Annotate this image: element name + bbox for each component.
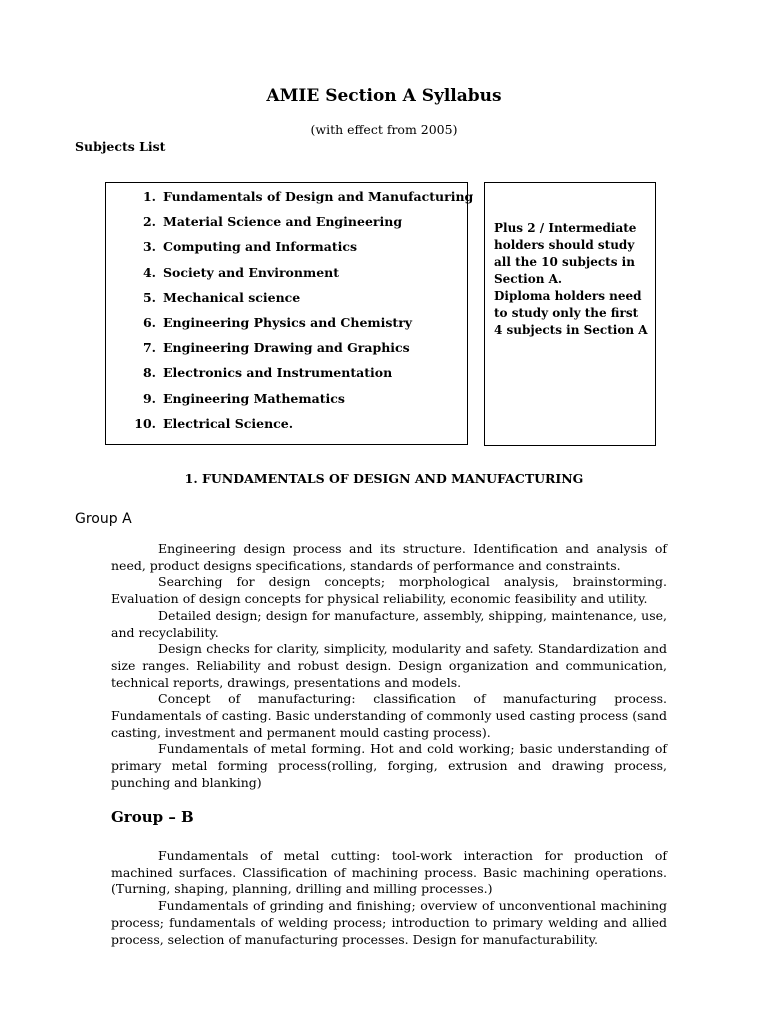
paragraph: Detailed design; design for manufacture, assembly, shipping, maintenance, use, and recyclability. xyxy=(111,607,667,640)
paragraph: Engineering design process and its structure. Identification and analysis of need, product designs specifications, standards of performance and constraints. xyxy=(111,541,667,573)
group-a-heading: Group A xyxy=(75,511,132,527)
section-heading: 1. FUNDAMENTALS OF DESIGN AND MANUFACTURING xyxy=(184,471,584,486)
list-item-label: Electronics and Instrumentation xyxy=(163,365,393,381)
paragraph: Concept of manufacturing: classification of manufacturing process. Fundamentals of casting. Basic understanding of commonly used casting process (sand casting, investment and permanent mould casting process). xyxy=(111,691,667,740)
list-item xyxy=(106,314,467,339)
list-item xyxy=(106,238,467,263)
paragraph: Fundamentals of metal forming. Hot and cold working; basic understanding of primary metal forming process(rolling, forging, extrusion and drawing process, punching and blanking) xyxy=(111,741,667,790)
note-diploma: Diploma holders need to study only the first 4 subjects in Section A xyxy=(494,289,648,337)
document-subtitle: (with effect from 2005) xyxy=(310,122,458,137)
paragraph: Design checks for clarity, simplicity, modularity and safety. Standardization and size ranges. Reliability and robust design. Design organization and communication, technical reports, drawings, presentations and models. xyxy=(111,641,667,690)
list-item xyxy=(106,289,467,314)
list-item xyxy=(106,364,467,389)
list-item-label: Engineering Physics and Chemistry xyxy=(163,314,413,330)
list-item-label: Computing and Informatics xyxy=(163,239,358,255)
list-item-number: 7. xyxy=(142,340,156,356)
list-item-label: Material Science and Engineering xyxy=(163,214,403,230)
note-intermediate: Plus 2 / Intermediate holders should study all the 10 subjects in Section A. xyxy=(494,221,637,286)
list-item-label: Electrical Science. xyxy=(163,415,294,431)
paragraph: Fundamentals of metal cutting: tool-work interaction for production of machined surfaces. Classification of machining process. Basic machining operations. (Turning, shaping, planning, drilling and milling processes.) xyxy=(111,848,667,897)
list-item-label: Fundamentals of Design and Manufacturing xyxy=(163,189,474,204)
list-item-number: 1. xyxy=(142,189,156,204)
list-item xyxy=(106,188,474,213)
subjects-list-box xyxy=(105,182,474,445)
list-item-number: 8. xyxy=(142,365,156,381)
group-b-heading: Group – B xyxy=(111,808,194,826)
list-item-label: Mechanical science xyxy=(163,289,301,305)
list-item-number: 6. xyxy=(142,314,156,330)
list-item xyxy=(106,339,467,364)
subjects-list xyxy=(106,188,474,440)
list-item-number: 3. xyxy=(142,239,156,255)
list-item xyxy=(106,390,467,415)
list-item-number: 5. xyxy=(142,289,156,305)
list-item-number: 4. xyxy=(142,264,156,280)
group-a-body xyxy=(111,541,667,792)
list-item-label: Engineering Mathematics xyxy=(163,390,345,406)
list-item xyxy=(106,415,467,440)
list-item-number: 9. xyxy=(142,390,156,406)
list-item-number: 10. xyxy=(134,415,156,431)
list-item-number: 2. xyxy=(142,214,156,230)
study-note-box xyxy=(484,182,656,446)
list-item xyxy=(106,213,467,238)
list-item-label: Engineering Drawing and Graphics xyxy=(163,340,410,356)
group-b-body xyxy=(111,848,667,948)
list-item-label: Society and Environment xyxy=(163,264,340,280)
subjects-list-label: Subjects List xyxy=(75,139,166,154)
paragraph: Searching for design concepts; morphological analysis, brainstorming. Evaluation of design concepts for physical reliability, economic feasibility and utility. xyxy=(111,574,667,607)
document-title: AMIE Section A Syllabus xyxy=(266,86,502,106)
list-item xyxy=(106,264,467,289)
paragraph: Fundamentals of grinding and finishing; overview of unconventional machining process; fundamentals of welding process; introduction to primary welding and allied process, selection of manufacturing processes. Design for manufacturability. xyxy=(111,898,667,947)
